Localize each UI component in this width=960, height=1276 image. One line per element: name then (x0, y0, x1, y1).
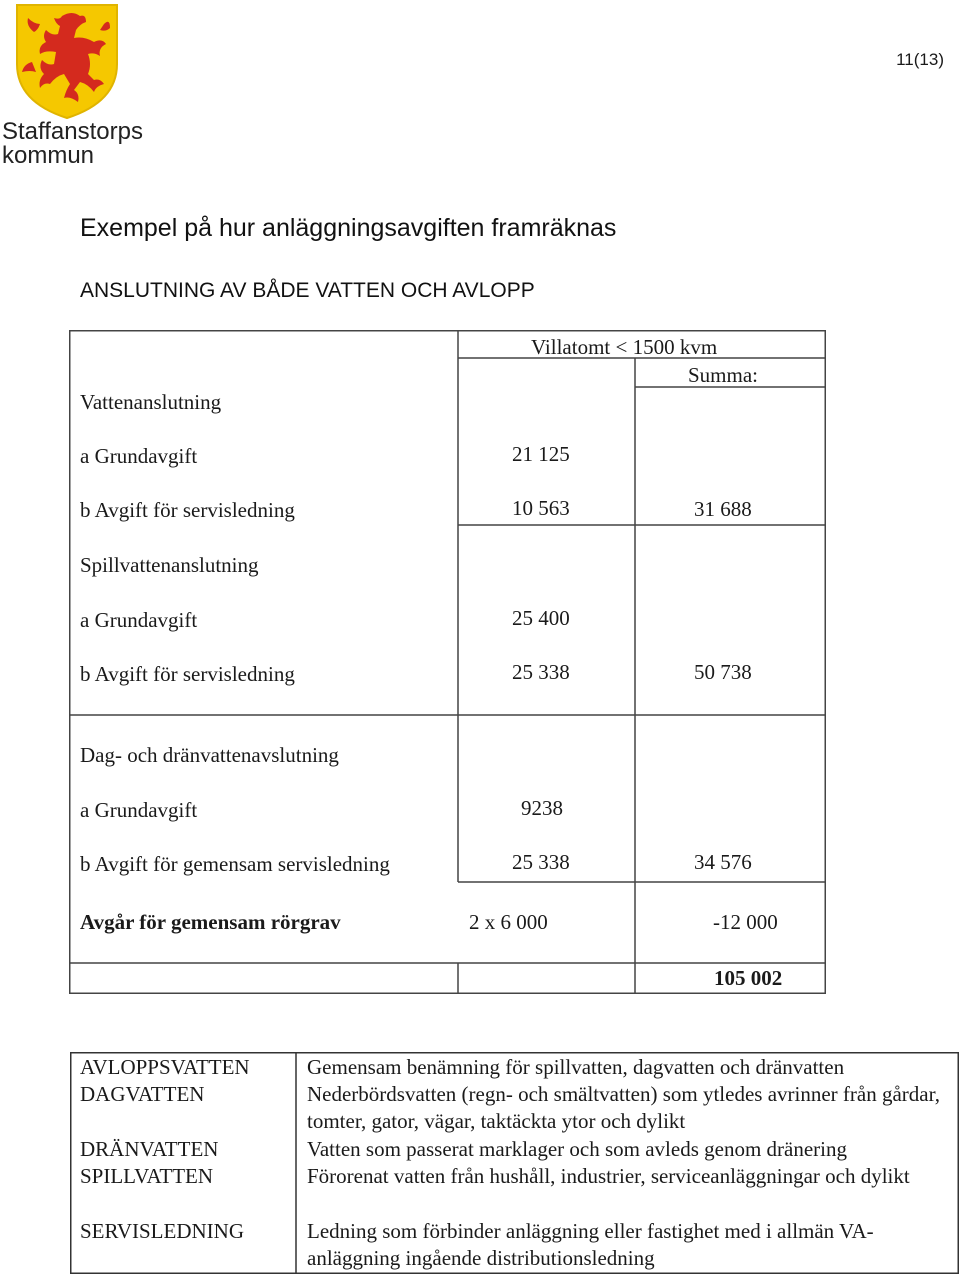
total-sum: 105 002 (714, 966, 783, 990)
glossary-definition: Nederbördsvatten (regn- och smältvatten) som ytledes avrinner från gårdar, tomter, gator, vägar, taktäckta ytor och dylikt (307, 1082, 940, 1133)
group-sum: 50 738 (694, 660, 752, 684)
row-value: 25 338 (512, 850, 570, 874)
glossary-definition: Vatten som passerat marklager och som avleds genom dränering (307, 1137, 848, 1161)
glossary-definition: Ledning som förbinder anläggning eller fastighet med i allmän VA-anläggning ingående distributionsledning (307, 1219, 874, 1270)
row-value: 21 125 (512, 442, 570, 466)
row-label: b Avgift för gemensam servisledning (80, 852, 390, 876)
glossary-definition: Förorenat vatten från hushåll, industrier, serviceanläggningar och dylikt (307, 1164, 910, 1188)
glossary-term: SPILLVATTEN (80, 1164, 214, 1188)
glossary-term: AVLOPPSVATTEN (80, 1055, 250, 1079)
logo-text-line2: kommun (2, 142, 95, 169)
row-value: 9238 (521, 796, 563, 820)
coat-of-arms-icon (14, 2, 120, 120)
group-sum: 31 688 (694, 497, 752, 521)
row-label: b Avgift för servisledning (80, 498, 295, 522)
row-value: 25 400 (512, 606, 570, 630)
row-label: a Grundavgift (80, 608, 198, 632)
group-sum: 34 576 (694, 850, 752, 874)
logo-text-line1: Staffanstorps (2, 118, 143, 145)
group-heading: Dag- och dränvattenavslutning (80, 743, 339, 767)
group-heading: Vattenanslutning (80, 390, 222, 414)
sum-header: Summa: (688, 363, 759, 387)
deduction-value: 2 x 6 000 (469, 910, 548, 934)
logo-wordmark (2, 120, 143, 168)
glossary-table (70, 1052, 959, 1274)
deduction-label: Avgår för gemensam rörgrav (80, 910, 341, 934)
row-value: 25 338 (512, 660, 570, 684)
fee-table (69, 330, 826, 994)
deduction-sum: -12 000 (713, 910, 778, 934)
row-value: 10 563 (512, 496, 570, 520)
section-heading: ANSLUTNING AV BÅDE VATTEN OCH AVLOPP (80, 279, 535, 302)
document-title: Exempel på hur anläggningsavgiften framräknas (80, 214, 617, 242)
column-header: Villatomt < 1500 kvm (531, 335, 718, 359)
row-label: a Grundavgift (80, 798, 198, 822)
row-label: b Avgift för servisledning (80, 662, 295, 686)
page-number: 11(13) (896, 50, 944, 69)
glossary-term: DRÄNVATTEN (80, 1137, 219, 1161)
group-heading: Spillvattenanslutning (80, 553, 259, 577)
row-label: a Grundavgift (80, 444, 198, 468)
glossary-definition: Gemensam benämning för spillvatten, dagvatten och dränvatten (307, 1055, 845, 1079)
glossary-term: DAGVATTEN (80, 1082, 205, 1106)
glossary-term: SERVISLEDNING (80, 1219, 244, 1243)
